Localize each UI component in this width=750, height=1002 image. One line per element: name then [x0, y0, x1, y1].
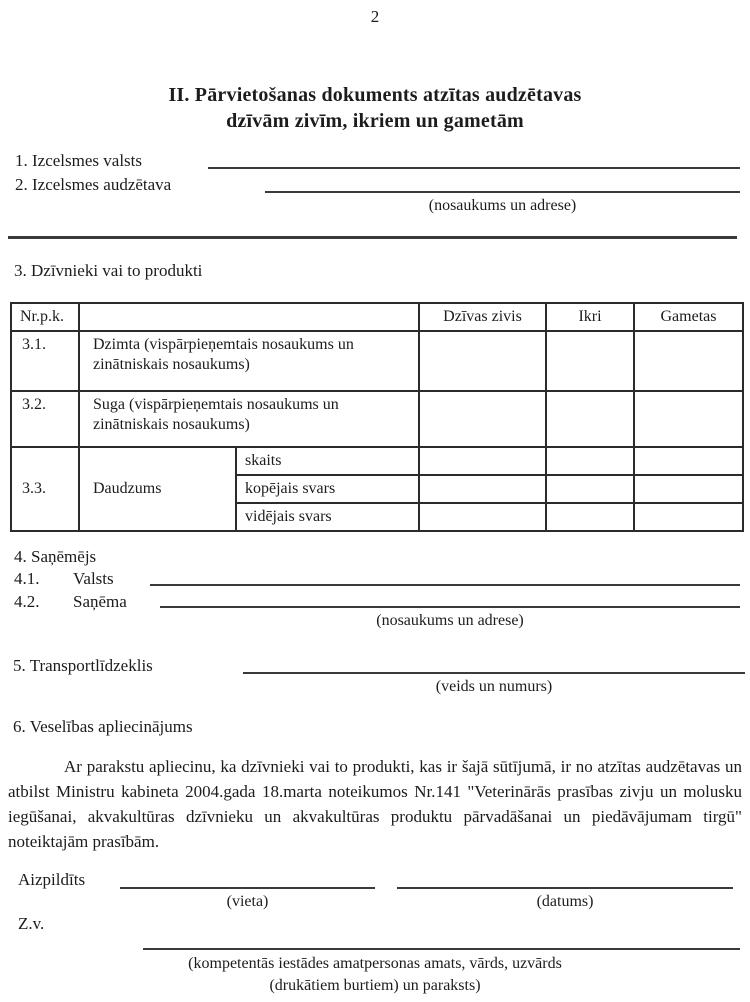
receiver-caption: (nosaukums un adrese) — [376, 612, 524, 629]
products-table — [10, 302, 744, 532]
table-empty-cell — [546, 331, 634, 391]
origin-farm-label: 2. Izcelsmes audzētava — [15, 175, 172, 194]
family-label: Dzimta (vispārpieņemtais nosaukums un zinātniskais nosaukums) — [79, 331, 419, 391]
table-empty-cell — [419, 447, 546, 475]
table-header-live-fish: Dzīvas zivis — [419, 303, 546, 331]
document-title-line2: dzīvām zivīm, ikriem un gametām — [226, 110, 524, 132]
table-header-roe: Ikri — [546, 303, 634, 331]
date-fill-line — [397, 887, 733, 889]
transport-fill-line — [243, 672, 745, 674]
receiver-country-label: Valsts — [73, 569, 114, 588]
place-fill-line — [120, 887, 375, 889]
official-signature-caption-line1: (kompetentās iestādes amatpersonas amats, vārds, uzvārds — [188, 955, 562, 972]
table-empty-cell — [419, 475, 546, 503]
quantity-label: Daudzums — [79, 447, 236, 531]
quantity-total-weight-label: kopējais svars — [236, 475, 419, 503]
official-signature-caption-line2: (drukātiem burtiem) un paraksts) — [269, 977, 481, 994]
table-row-family — [11, 331, 743, 391]
table-empty-cell — [419, 391, 546, 447]
origin-country-label: 1. Izcelsmes valsts — [15, 151, 142, 170]
health-section-heading: 6. Veselības apliecinājums — [13, 717, 193, 736]
date-caption: (datums) — [536, 893, 594, 910]
table-empty-cell — [634, 331, 743, 391]
document-title — [0, 82, 750, 134]
table-empty-cell — [634, 391, 743, 447]
place-caption: (vieta) — [226, 893, 269, 910]
table-empty-cell — [546, 503, 634, 531]
section-divider-rule — [8, 236, 737, 239]
transport-caption: (veids un numurs) — [435, 678, 553, 695]
filled-at-label: Aizpildīts — [18, 870, 86, 889]
origin-country-fill-line — [208, 167, 740, 169]
quantity-count-label: skaits — [236, 447, 419, 475]
table-empty-cell — [419, 331, 546, 391]
table-empty-cell — [634, 447, 743, 475]
table-header-gametes: Gametas — [634, 303, 743, 331]
row-number: 3.2. — [11, 391, 79, 447]
origin-farm-fill-line — [265, 191, 740, 193]
table-header-row — [11, 303, 743, 331]
quantity-average-weight-label: vidējais svars — [236, 503, 419, 531]
official-signature-caption — [0, 953, 750, 997]
table-empty-cell — [634, 503, 743, 531]
table-row-species — [11, 391, 743, 447]
table-row-quantity-count — [11, 447, 743, 475]
table-empty-cell — [546, 391, 634, 447]
table-empty-cell — [546, 447, 634, 475]
table-empty-cell — [419, 503, 546, 531]
animals-section-heading: 3. Dzīvnieki vai to produkti — [14, 261, 203, 280]
receiver-country-fill-line — [150, 584, 740, 586]
species-label: Suga (vispārpieņemtais nosaukums un zinātniskais nosaukums) — [79, 391, 419, 447]
health-declaration-paragraph: Ar parakstu apliecinu, ka dzīvnieki vai to produkti, kas ir šajā sūtījumā, ir no atzītas audzētavas un atbilst Ministru kabineta 2004.gada 18.marta noteikumos Nr.141 "Veterinārās prasības zivju un molusku iegūšanai, akvakultūras dzīvnieku un akvakultūras produktu pārvadāšanai un piedāvājumam tirgū" noteiktajām prasībām. — [8, 757, 742, 851]
table-header-description — [79, 303, 419, 331]
seal-label: Z.v. — [18, 914, 45, 933]
receiver-name-label: Saņēma — [73, 592, 127, 611]
receiver-name-fill-line — [160, 606, 740, 608]
row-number: 3.3. — [11, 447, 79, 531]
receiver-country-number: 4.1. — [14, 569, 40, 588]
row-number: 3.1. — [11, 331, 79, 391]
table-header-nr: Nr.p.k. — [11, 303, 79, 331]
origin-farm-caption: (nosaukums un adrese) — [428, 197, 577, 214]
table-empty-cell — [634, 475, 743, 503]
receiver-name-number: 4.2. — [14, 592, 40, 611]
document-title-line1: II. Pārvietošanas dokuments atzītas audzētavas — [168, 84, 582, 106]
page-number: 2 — [370, 7, 380, 26]
receiver-section-heading: 4. Saņēmējs — [14, 547, 97, 566]
official-signature-fill-line — [143, 948, 740, 950]
table-empty-cell — [546, 475, 634, 503]
transport-label: 5. Transportlīdzeklis — [13, 656, 153, 675]
